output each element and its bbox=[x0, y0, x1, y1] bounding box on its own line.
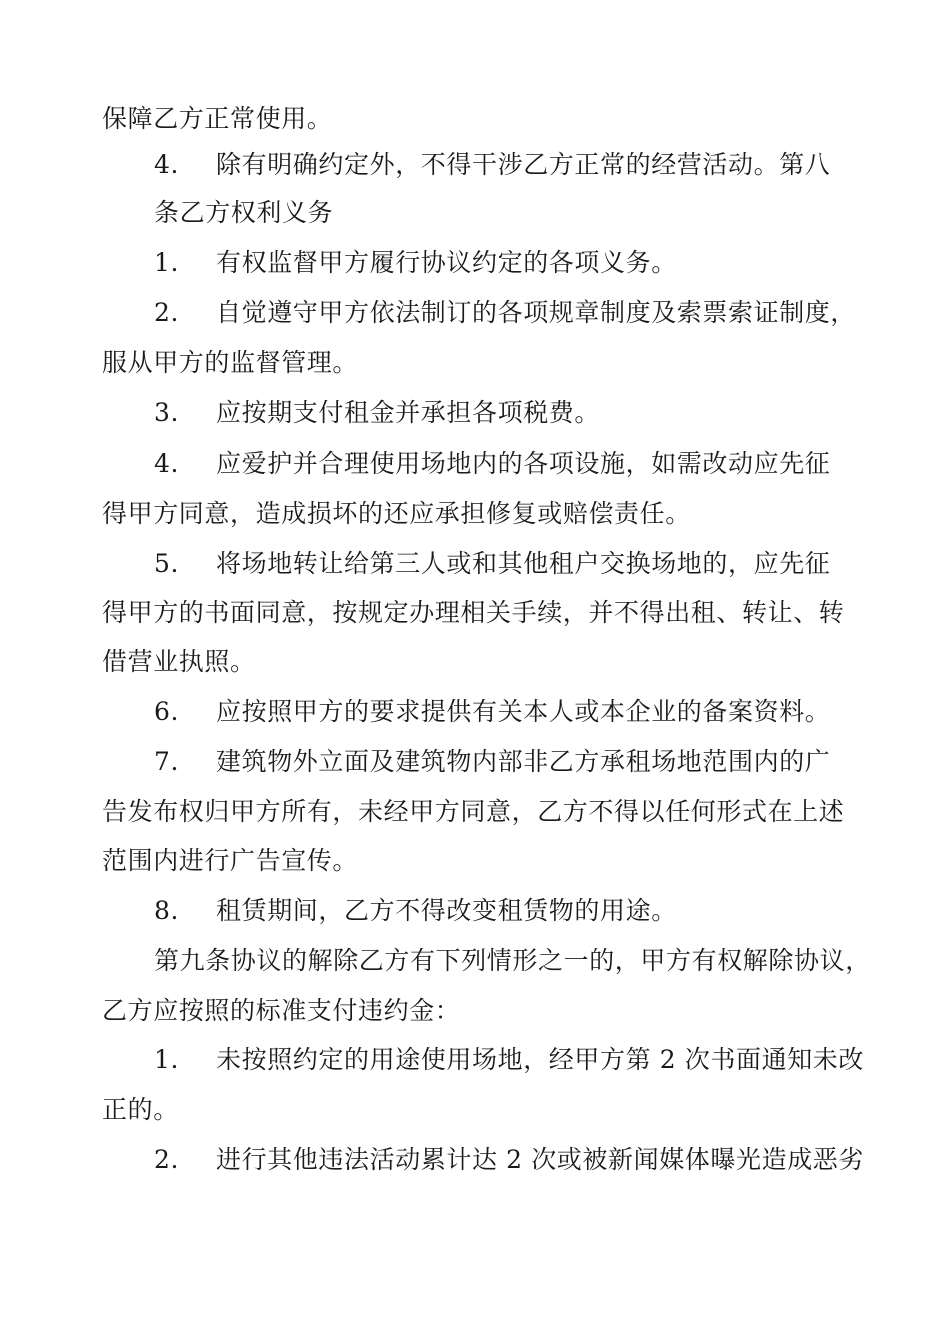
line-text: 未按照约定的用途使用场地，经甲方第 2 次书面通知未改 bbox=[216, 1045, 865, 1074]
numbered-item bbox=[154, 447, 830, 481]
numbered-item bbox=[154, 1043, 864, 1077]
line-text: 保障乙方正常使用。 bbox=[102, 104, 333, 133]
numbered-item bbox=[154, 894, 677, 928]
line-text: 应按照甲方的要求提供有关本人或本企业的备案资料。 bbox=[216, 697, 831, 726]
numbered-item bbox=[154, 396, 600, 430]
line-text: 借营业执照。 bbox=[102, 647, 256, 676]
text-line bbox=[102, 497, 691, 531]
item-number: 8. bbox=[154, 896, 180, 925]
line-text: 范围内进行广告宣传。 bbox=[102, 846, 359, 875]
numbered-item bbox=[154, 695, 830, 729]
numbered-item bbox=[154, 296, 856, 330]
numbered-item bbox=[154, 745, 830, 779]
line-text: 服从甲方的监督管理。 bbox=[102, 348, 359, 377]
item-number: 2. bbox=[154, 1145, 180, 1174]
numbered-item bbox=[154, 246, 677, 280]
line-text: 乙方应按照的标准支付违约金： bbox=[102, 996, 461, 1025]
numbered-item bbox=[154, 148, 830, 182]
item-number: 4. bbox=[154, 150, 180, 179]
line-text: 得甲方的书面同意，按规定办理相关手续，并不得出租、转让、转 bbox=[102, 598, 845, 627]
line-text: 告发布权归甲方所有，未经甲方同意，乙方不得以任何形式在上述 bbox=[102, 797, 845, 826]
text-line bbox=[102, 596, 844, 630]
line-text: 得甲方同意，造成损坏的还应承担修复或赔偿责任。 bbox=[102, 499, 691, 528]
line-text: 条乙方权利义务 bbox=[154, 198, 334, 227]
line-text: 进行其他违法活动累计达 2 次或被新闻媒体曝光造成恶劣 bbox=[216, 1145, 865, 1174]
item-number: 4. bbox=[154, 449, 180, 478]
text-line bbox=[102, 645, 256, 679]
item-number: 6. bbox=[154, 697, 180, 726]
line-text: 有权监督甲方履行协议约定的各项义务。 bbox=[216, 248, 677, 277]
line-text: 租赁期间，乙方不得改变租赁物的用途。 bbox=[216, 896, 677, 925]
text-line bbox=[102, 1093, 179, 1127]
item-number: 3. bbox=[154, 398, 180, 427]
item-number: 1. bbox=[154, 1045, 180, 1074]
item-number: 7. bbox=[154, 747, 180, 776]
section-heading bbox=[154, 944, 871, 978]
line-text: 正的。 bbox=[102, 1095, 179, 1124]
text-line bbox=[102, 102, 332, 136]
line-text: 应爱护并合理使用场地内的各项设施，如需改动应先征 bbox=[216, 449, 831, 478]
line-text: 将场地转让给第三人或和其他租户交换场地的，应先征 bbox=[216, 549, 831, 578]
line-text: 建筑物外立面及建筑物内部非乙方承租场地范围内的广 bbox=[216, 747, 831, 776]
line-text: 应按期支付租金并承担各项税费。 bbox=[216, 398, 601, 427]
numbered-item bbox=[154, 547, 830, 581]
item-number: 5. bbox=[154, 549, 180, 578]
line-text: 除有明确约定外，不得干涉乙方正常的经营活动。第八 bbox=[216, 150, 831, 179]
line-text: 第九条协议的解除乙方有下列情形之一的，甲方有权解除协议， bbox=[154, 946, 871, 975]
section-heading bbox=[154, 196, 333, 230]
text-line bbox=[102, 844, 358, 878]
item-number: 2. bbox=[154, 298, 180, 327]
numbered-item bbox=[154, 1143, 864, 1177]
text-line bbox=[102, 346, 358, 380]
item-number: 1. bbox=[154, 248, 180, 277]
text-line bbox=[102, 795, 844, 829]
text-line bbox=[102, 994, 460, 1028]
line-text: 自觉遵守甲方依法制订的各项规章制度及索票索证制度， bbox=[216, 298, 857, 327]
